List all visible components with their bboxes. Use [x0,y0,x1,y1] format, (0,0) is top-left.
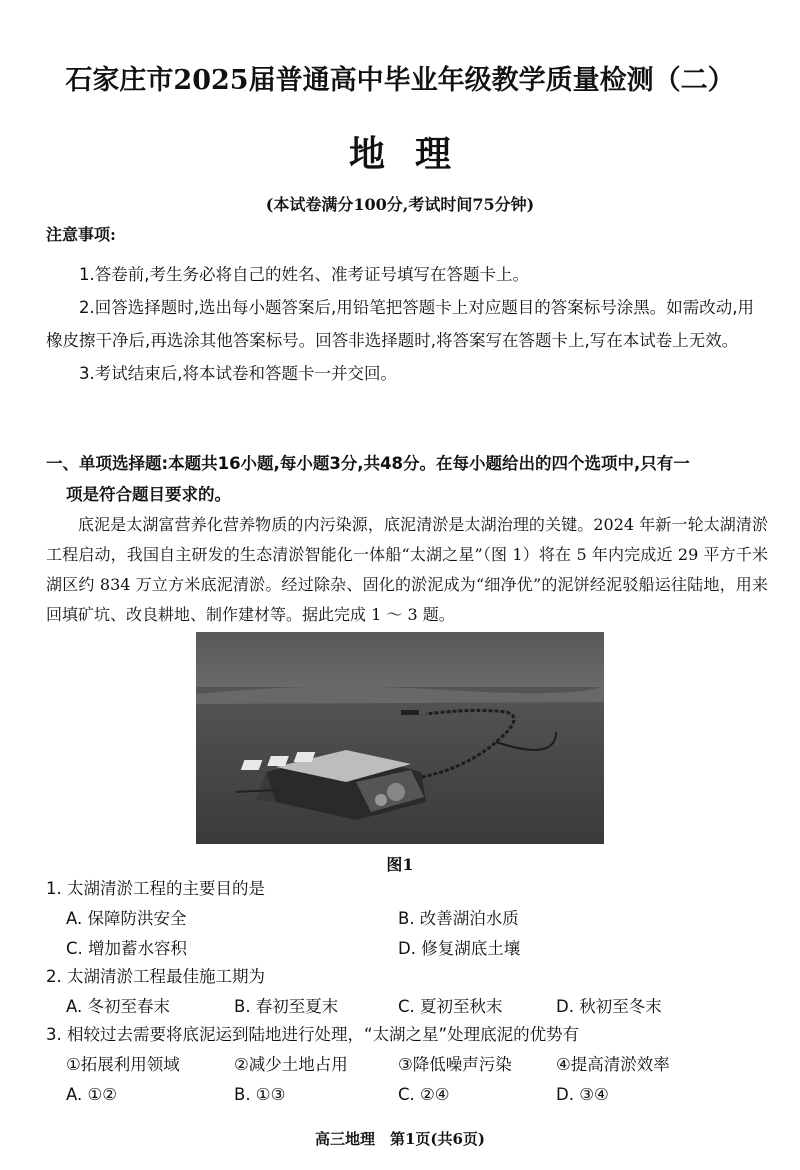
option-row [46,1080,766,1110]
option-c[interactable]: C. ②④ [398,1085,450,1104]
notice-item: 3.考试结束后,将本试卷和答题卡一并交回。 [79,364,397,383]
option-d[interactable]: D. 秋初至冬末 [556,997,662,1016]
question-3 [46,1020,766,1110]
option-row [46,934,766,964]
option-b[interactable]: B. 春初至夏末 [234,997,339,1016]
option-c[interactable]: C. 夏初至秋末 [398,997,503,1016]
statement-4: ④提高清淤效率 [556,1055,670,1074]
option-c[interactable]: C. 增加蓄水容积 [66,939,188,958]
option-b[interactable]: B. ①③ [234,1085,286,1104]
statement-1: ①拓展利用领域 [66,1055,180,1074]
option-b[interactable]: B. 改善湖泊水质 [398,909,519,928]
statement-2: ②减少土地占用 [234,1055,348,1074]
notice-item: 1.答卷前,考生务必将自己的姓名、准考证号填写在答题卡上。 [79,265,529,284]
section-heading-line2: 项是符合题目要求的。 [66,485,231,504]
ship-photo-illustration [196,632,604,844]
option-row [46,992,766,1022]
exam-title: 石家庄市2025届普通高中毕业年级教学质量检测（二） [65,65,735,96]
figure-dredging-ship-photo [196,632,604,844]
option-a[interactable]: A. 保障防洪安全 [66,909,187,928]
question-1 [46,874,766,964]
question-stem: 2. 太湖清淤工程最佳施工期为 [46,967,265,986]
option-d[interactable]: D. 修复湖底土壤 [398,939,521,958]
option-d[interactable]: D. ③④ [556,1085,609,1104]
notice-heading: 注意事项: [46,225,116,244]
statement-3: ③降低噪声污染 [398,1055,512,1074]
option-a[interactable]: A. ①② [66,1085,118,1104]
section-heading-line1: 一、单项选择题:本题共16小题,每小题3分,共48分。在每小题给出的四个选项中,只有一 [46,454,690,473]
notice-item: 2.回答选择题时,选出每小题答案后,用铅笔把答题卡上对应题目的答案标号涂黑。如需改动,用橡皮擦干净后,再选涂其他答案标号。回答非选择题时,将答案写在答题卡上,写在本试卷上无效。 [46,298,754,350]
notice-list [46,258,766,390]
reading-material: 底泥是太湖富营养化营养物质的内污染源，底泥清淤是太湖治理的关键。2024 年新一轮太湖清淤工程启动，我国自主研发的生态清淤智能化一体船“太湖之星”（图 1）将在 5 年内完成近 29 平方千米湖区约 834 万立方米底泥清淤。经过除杂、固化的淤泥成为“细净优”的泥饼经泥驳船运往陆地，用来回填矿坑、改良耕地、制作建材等。据此完成 1 ～ 3 题。 [46,515,768,624]
question-stem: 3. 相较过去需要将底泥运到陆地进行处理，“太湖之星”处理底泥的优势有 [46,1025,580,1044]
option-a[interactable]: A. 冬初至春末 [66,997,170,1016]
subject-title: 地理 [348,133,481,175]
figure-caption: 图1 [386,855,414,874]
section-heading [46,448,768,510]
exam-meta: (本试卷满分100分,考试时间75分钟) [265,195,535,214]
question-stem: 1. 太湖清淤工程的主要目的是 [46,879,265,898]
statement-row [46,1050,766,1080]
page-footer: 高三地理 第1页(共6页) [314,1130,486,1148]
option-row [46,904,766,934]
question-2 [46,962,766,1022]
